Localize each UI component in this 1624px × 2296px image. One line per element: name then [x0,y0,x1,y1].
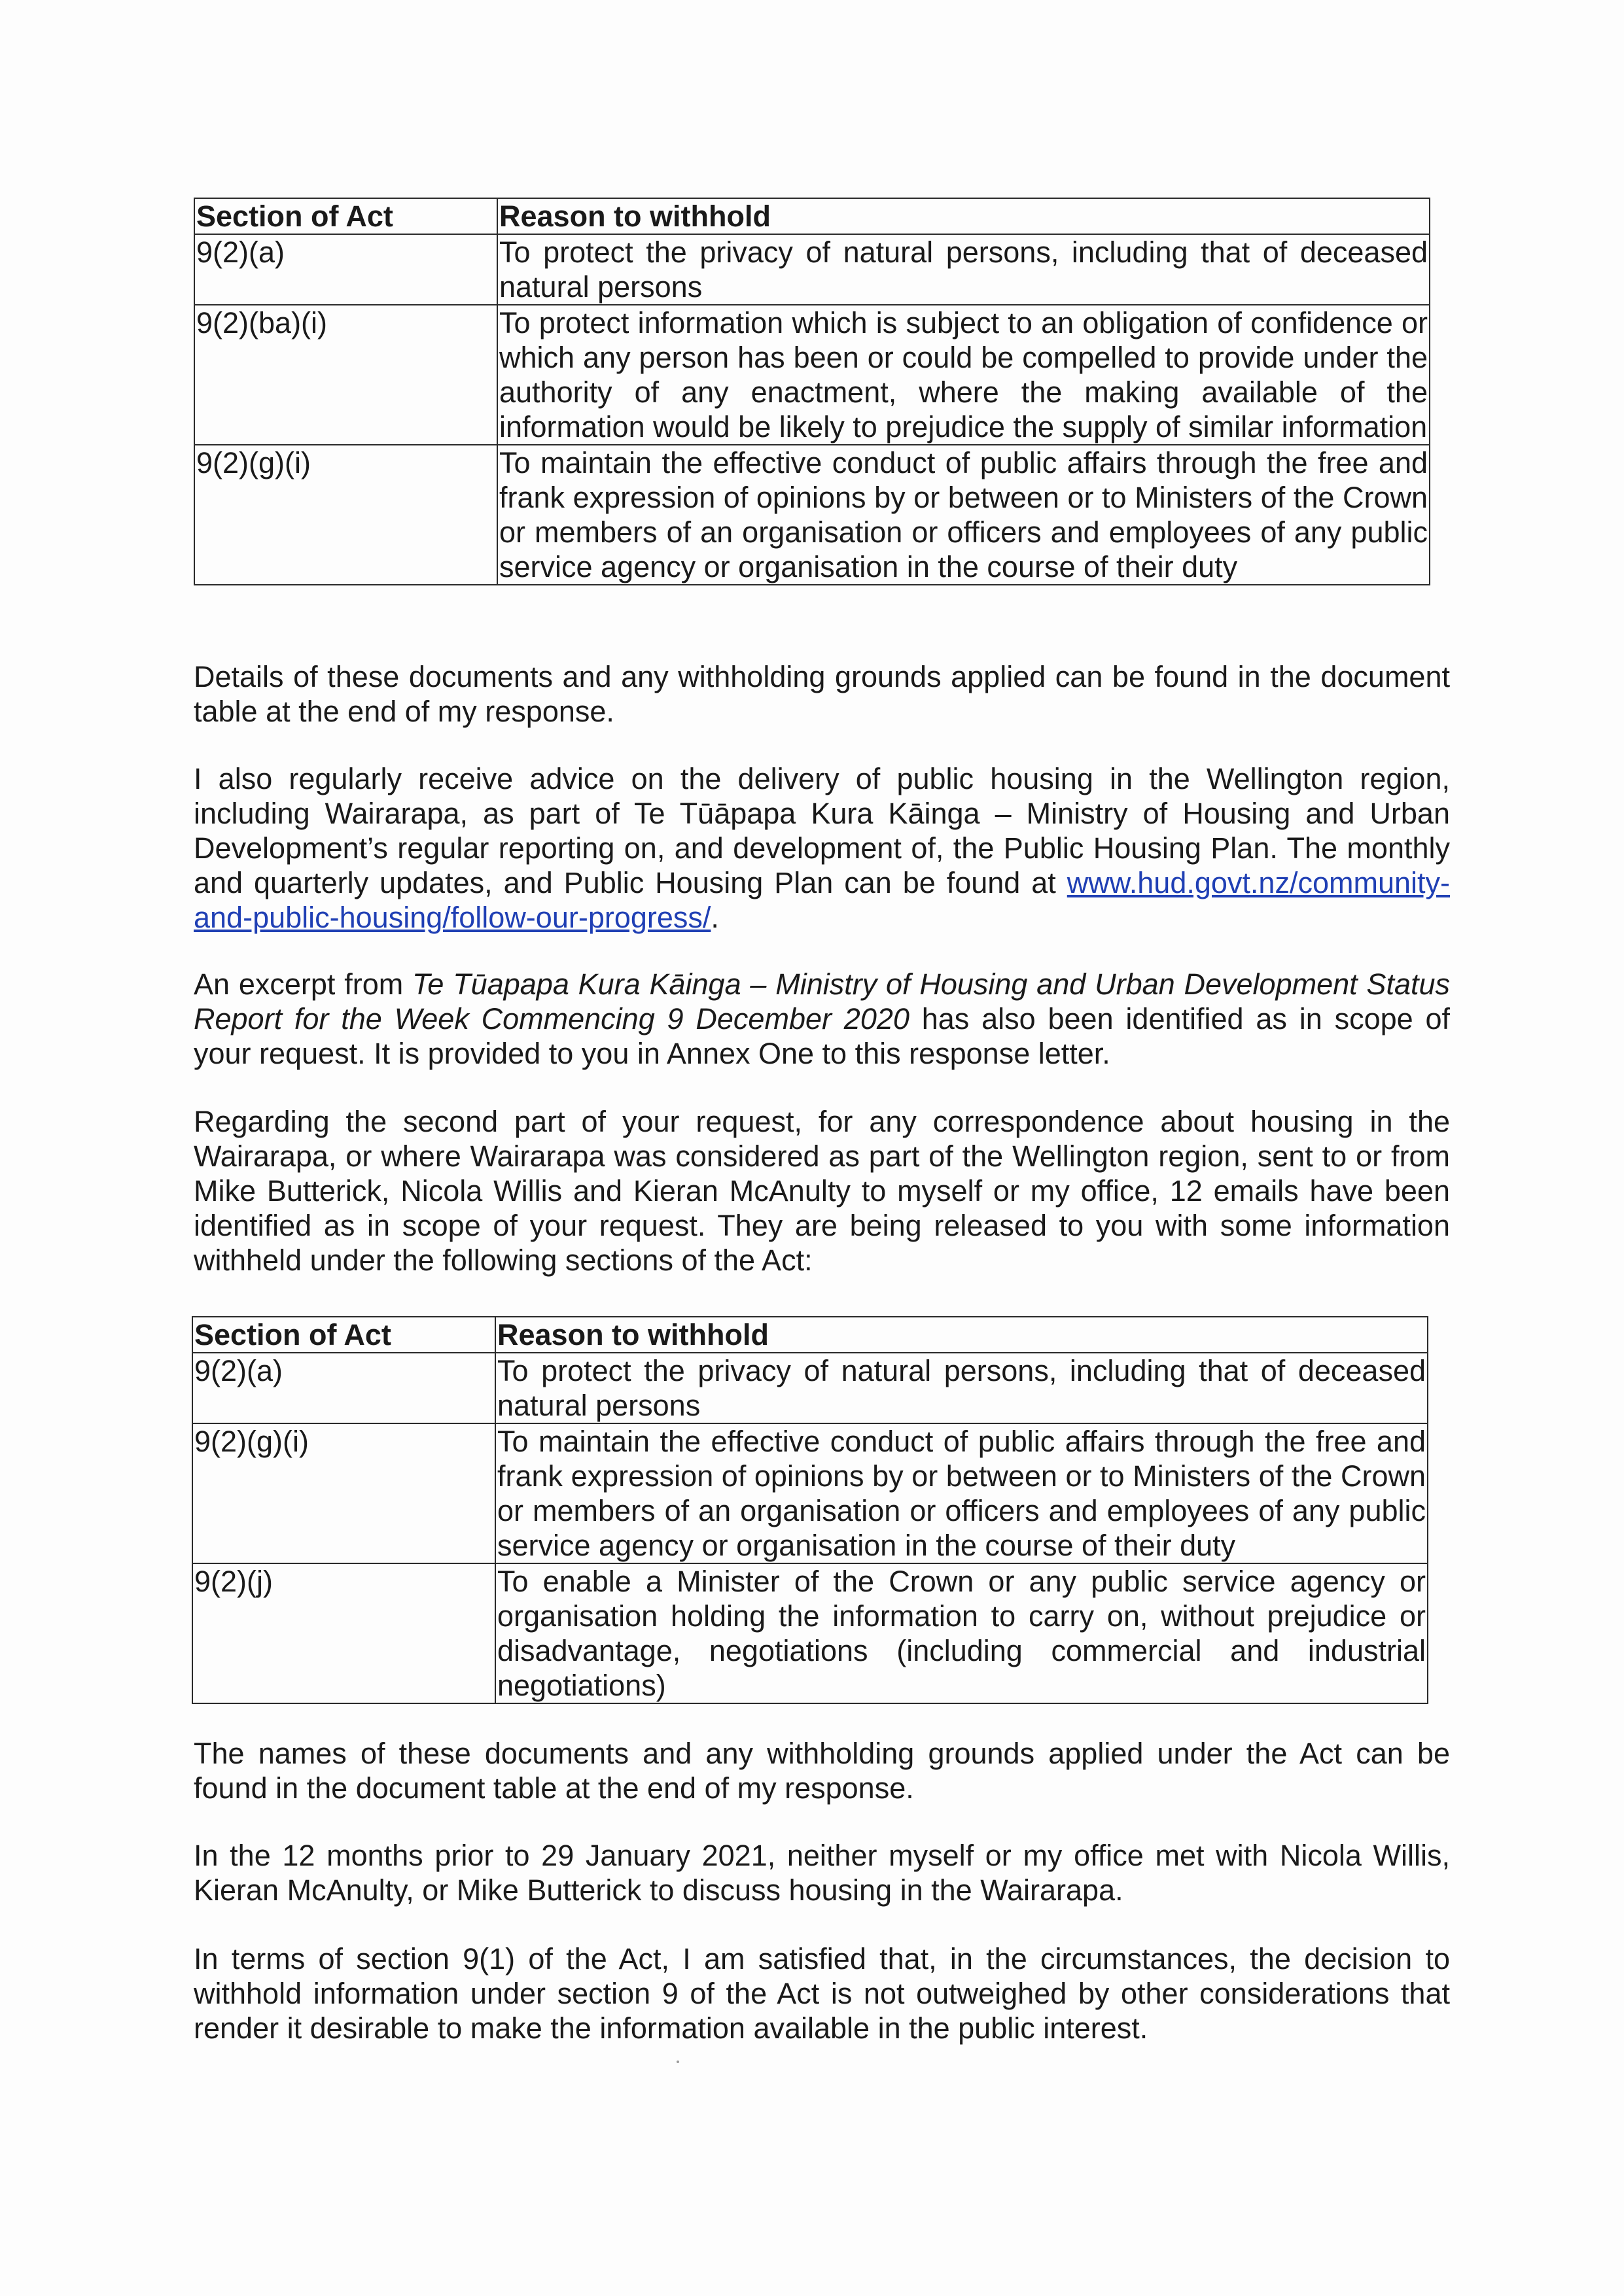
reason-cell: To maintain the effective conduct of public affairs through the free and frank expression of opinions by or between or to Ministers of the Crown or members of an organisation or officers and employees of any public service agency or organisation in the course of their duty [497,445,1430,585]
section-cell: 9(2)(ba)(i) [194,305,497,445]
table-row [192,1423,1428,1563]
excerpt-intro: An excerpt from [194,967,413,1001]
table-row [194,305,1430,445]
progress-link[interactable]: www.hud.govt.nz/community-and-public-housing/follow-our-progress/ [194,866,1450,934]
scan-speck [677,2061,679,2063]
months-paragraph: In the 12 months prior to 29 January 2021, neither myself or my office met with Nicola Willis, Kieran McAnulty, or Mike Butterick to discuss housing in the Wairarapa. [194,1839,1450,1907]
column-header-section: Section of Act [192,1317,495,1353]
advice-paragraph [194,761,1450,935]
reason-cell: To protect information which is subject to an obligation of confidence or which any person has been or could be compelled to provide under the authority of any enactment, where the making available of the information would be likely to prejudice the supply of similar information [497,305,1430,445]
excerpt-rest: has also been identified as in scope of your request. It is provided to you in Annex One to this response letter. [194,1002,1450,1070]
column-header-reason: Reason to withhold [495,1317,1428,1353]
table-header-row [192,1317,1428,1353]
reason-cell: To protect the privacy of natural persons, including that of deceased natural persons [497,234,1430,305]
table-header-row [194,198,1430,234]
table-row [192,1563,1428,1703]
satisfied-paragraph: In terms of section 9(1) of the Act, I am satisfied that, in the circumstances, the decision to withhold information under section 9 of the Act is not outweighed by other considerations that render it desirable to make the information available in the public interest. [194,1942,1450,2045]
table-row [194,234,1430,305]
names-paragraph: The names of these documents and any withholding grounds applied under the Act can be found in the document table at the end of my response. [194,1737,1450,1805]
report-title: Te Tūapapa Kura Kāinga – Ministry of Housing and Urban Development Status Report for the Week Commencing 9 December 2020 [194,967,1451,1035]
section-cell: 9(2)(g)(i) [192,1423,495,1563]
reason-cell: To maintain the effective conduct of public affairs through the free and frank expression of opinions by or between or to Ministers of the Crown or members of an organisation or officers and employees of any public service agency or organisation in the course of their duty [495,1423,1428,1563]
table-row [192,1353,1428,1423]
section-cell: 9(2)(g)(i) [194,445,497,585]
withholding-table-1 [194,198,1430,585]
withholding-table-2 [192,1316,1428,1704]
column-header-section: Section of Act [194,198,497,234]
section-cell: 9(2)(a) [194,234,497,305]
column-header-reason: Reason to withhold [497,198,1430,234]
advice-end: . [711,901,719,934]
advice-text: I also regularly receive advice on the delivery of public housing in the Wellington region, including Wairarapa, as part of Te Tūāpapa Kura Kāinga – Ministry of Housing and Urban Development’s regular reporting on, and development of, the Public Housing Plan. The monthly and quarterly updates, and Public Housing Plan can be found at [194,762,1450,899]
reason-cell: To protect the privacy of natural persons, including that of deceased natural persons [495,1353,1428,1423]
details-paragraph: Details of these documents and any withholding grounds applied can be found in the document table at the end of my response. [194,660,1450,728]
section-cell: 9(2)(j) [192,1563,495,1703]
second-part-paragraph: Regarding the second part of your request, for any correspondence about housing in the Wairarapa, or where Wairarapa was considered as part of the Wellington region, sent to or from Mike Butterick, Nicola Willis and Kieran McAnulty to myself or my office, 12 emails have been identified as in scope of your request. They are being released to you with some information withheld under the following sections of the Act: [194,1105,1450,1277]
table-row [194,445,1430,585]
reason-cell: To enable a Minister of the Crown or any public service agency or organisation holding the information to carry on, without prejudice or disadvantage, negotiations (including commercial and industrial negotiations) [495,1563,1428,1703]
section-cell: 9(2)(a) [192,1353,495,1423]
excerpt-paragraph [194,967,1450,1071]
